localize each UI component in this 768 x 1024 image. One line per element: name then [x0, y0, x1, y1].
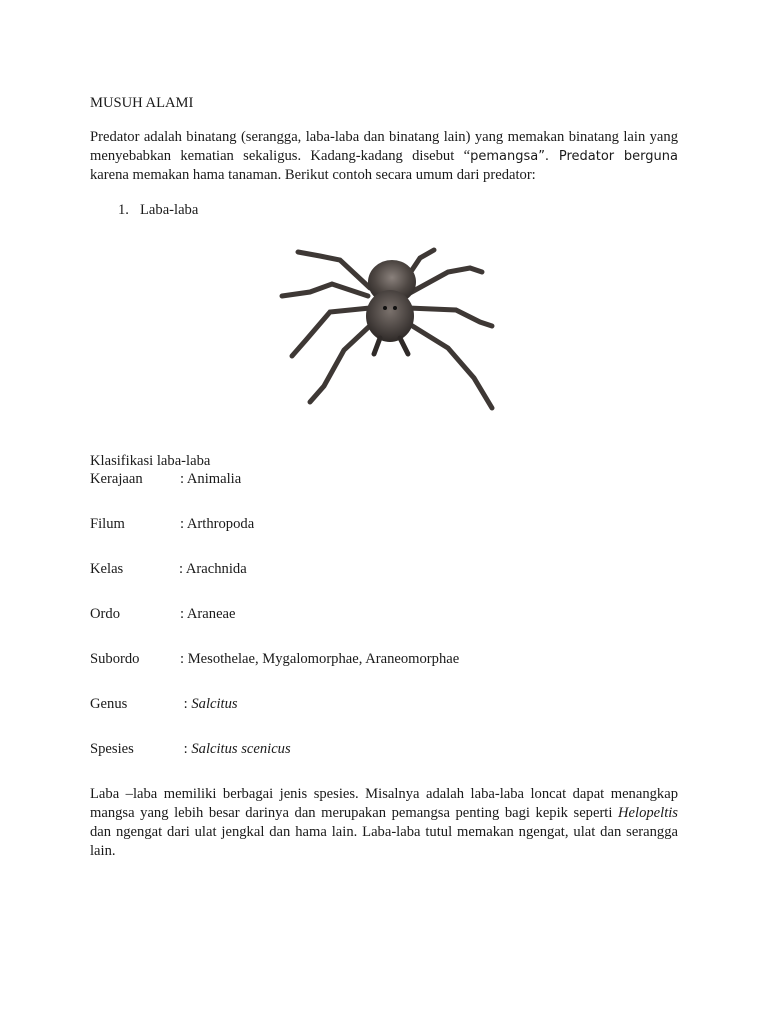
taxonomy-key: Kerajaan	[90, 471, 143, 487]
spider-cephalothorax	[366, 290, 414, 342]
closing-text-1: Laba –laba memiliki berbagai jenis spesies. Misalnya adalah laba-laba loncat dapat menangkap mangsa yang lebih besar darinya dan merupakan pemangsa penting bagi kepik seperti	[90, 786, 678, 821]
spider-palp-right	[400, 338, 408, 354]
taxonomy-row-subordo	[90, 650, 459, 668]
intro-text-2: pemangsa”. Predator berguna	[470, 149, 678, 164]
closing-paragraph	[90, 785, 678, 861]
spider-palp-left	[374, 338, 380, 354]
taxonomy-row-kerajaan	[90, 470, 241, 488]
taxonomy-row-filum	[90, 515, 254, 533]
taxonomy-key: Ordo	[90, 606, 120, 622]
taxonomy-key: Genus	[90, 696, 128, 712]
taxonomy-value: Salcitus	[191, 696, 238, 712]
intro-text-1: Predator adalah binatang (serangga, laba-laba dan binatang lain) yang memakan binatang lain yang menyebabkan kematian sekaligus. Kadang-kadang disebut “	[90, 129, 678, 164]
page-title: MUSUH ALAMI	[90, 95, 194, 111]
taxonomy-value-prefix: :	[180, 696, 192, 712]
taxonomy-value-prefix: :	[180, 741, 192, 757]
closing-text-italic: Helopeltis	[618, 805, 678, 821]
closing-text-2: dan ngengat dari ulat jengkal dan hama lain. Laba-laba tutul memakan ngengat, ulat dan serangga lain.	[90, 824, 678, 859]
taxonomy-value: Salcitus scenicus	[191, 741, 291, 757]
taxonomy-key: Subordo	[90, 651, 140, 667]
taxonomy-value: : Arachnida	[179, 561, 247, 577]
taxonomy-value: : Arthropoda	[180, 516, 255, 532]
list-item-text: Laba-laba	[140, 202, 199, 218]
classification-heading: Klasifikasi laba-laba	[90, 453, 211, 469]
spider-illustration	[270, 238, 510, 418]
spider-image	[270, 238, 510, 418]
spider-eye	[383, 306, 387, 310]
taxonomy-row-ordo	[90, 605, 236, 623]
taxonomy-key: Spesies	[90, 741, 134, 757]
taxonomy-value: : Animalia	[180, 471, 242, 487]
taxonomy-row-spesies	[90, 740, 291, 758]
spider-eye	[393, 306, 397, 310]
intro-paragraph	[90, 128, 678, 185]
list-item-number: 1.	[118, 202, 129, 218]
taxonomy-key: Filum	[90, 516, 125, 532]
taxonomy-row-genus	[90, 695, 238, 713]
taxonomy-value: : Araneae	[180, 606, 236, 622]
taxonomy-value: : Mesothelae, Mygalomorphae, Araneomorphae	[180, 651, 460, 667]
taxonomy-row-kelas	[90, 560, 247, 578]
intro-text-3: karena memakan hama tanaman. Berikut contoh secara umum dari predator:	[90, 167, 536, 183]
taxonomy-key: Kelas	[90, 561, 124, 577]
list-item	[118, 201, 198, 219]
